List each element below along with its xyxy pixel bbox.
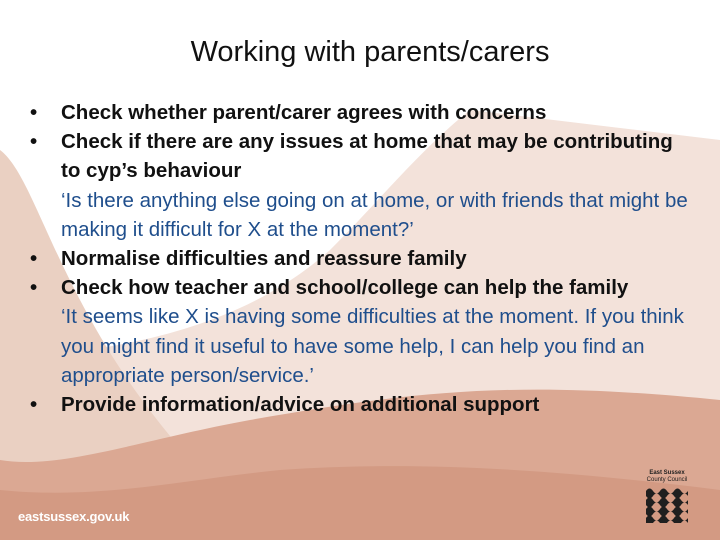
bullet-text: Check how teacher and school/college can help the family: [61, 276, 629, 300]
bullet-text: Normalise difficulties and reassure family: [61, 247, 467, 271]
council-logo: [636, 470, 698, 523]
bullet-dot: •: [30, 393, 38, 417]
bullet-text: Check if there are any issues at home that may be contributing to cyp’s behaviour: [61, 130, 673, 183]
example-quote: ‘Is there anything else going on at home, or with friends that might be making it difficult for X at the moment?’: [61, 188, 688, 241]
slide-title: Working with parents/carers: [190, 36, 550, 68]
bullet-dot: •: [30, 276, 38, 300]
waves-icon: [644, 485, 690, 523]
list-item: [30, 273, 690, 390]
logo-line-2: County Council: [646, 476, 688, 483]
bullet-text: Check whether parent/carer agrees with concerns: [61, 101, 547, 124]
logo-line-1: East Sussex: [649, 470, 685, 476]
bullet-dot: •: [30, 247, 38, 271]
example-quote: ‘It seems like X is having some difficulties at the moment. If you think you might find it useful to have some help, I can help you find an appropriate person/service.’: [61, 305, 684, 387]
footer-website-link[interactable]: eastsussex.gov.uk: [18, 509, 130, 524]
bullet-dot: •: [30, 101, 38, 124]
bullet-list: [30, 98, 690, 419]
list-item: [30, 98, 690, 127]
list-item: [30, 244, 690, 273]
bullet-text: Provide information/advice on additional support: [61, 393, 540, 417]
bullet-dot: •: [30, 130, 38, 154]
list-item: [30, 127, 690, 244]
list-item: [30, 390, 690, 419]
